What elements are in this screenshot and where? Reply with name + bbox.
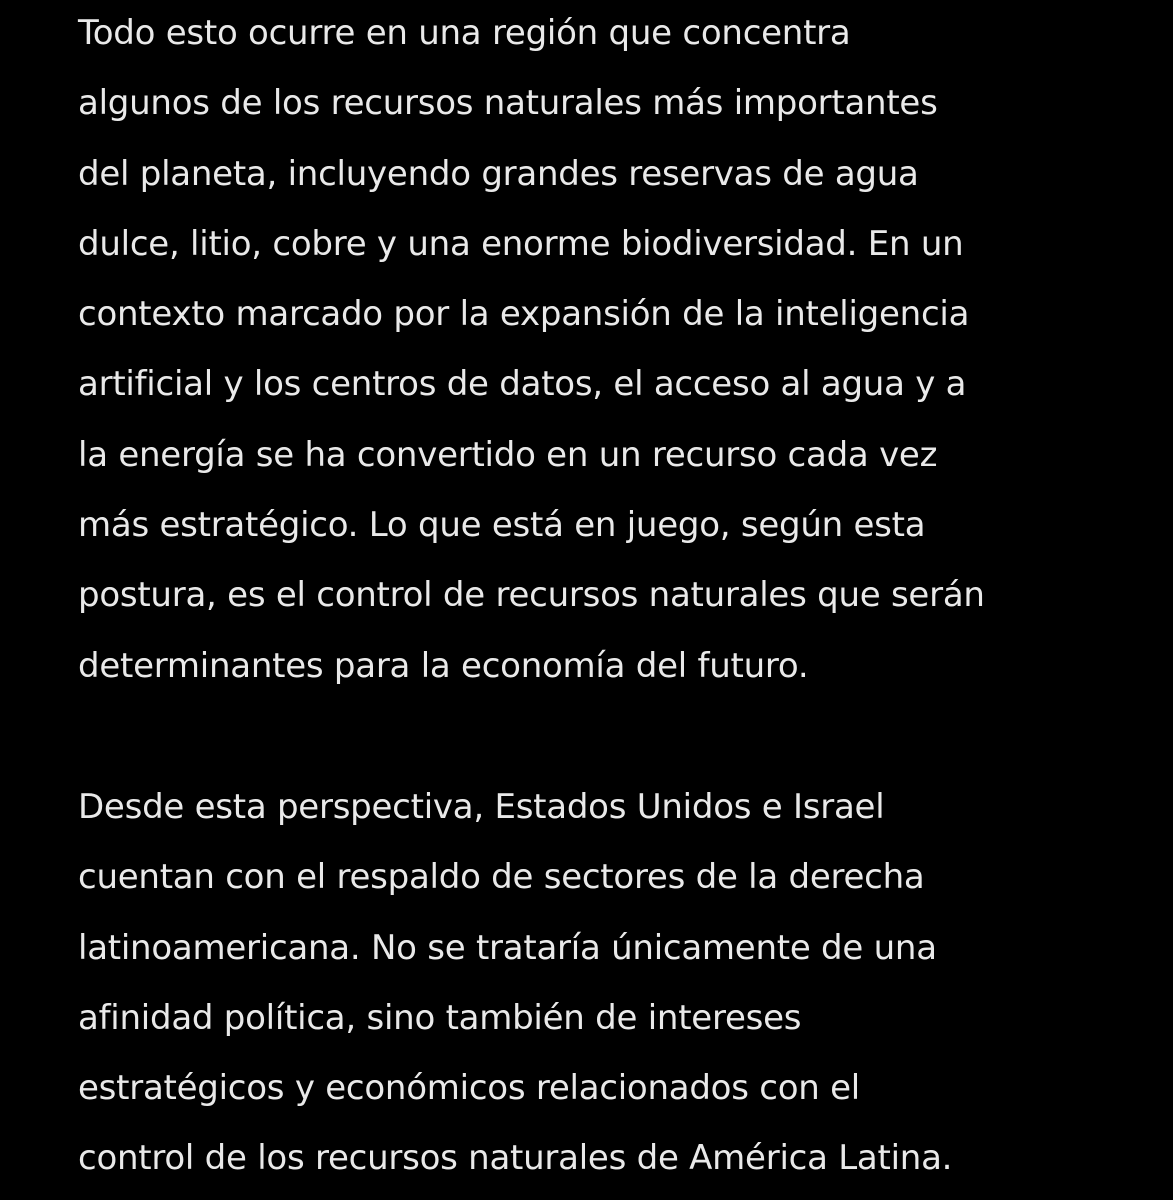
- paragraph-line: artificial y los centros de datos, el acceso al agua y a: [78, 364, 967, 405]
- paragraph-line: postura, es el control de recursos naturales que serán: [78, 575, 985, 616]
- paragraph-line: Todo esto ocurre en una región que concentra: [78, 13, 851, 53]
- paragraph-line: control de los recursos naturales de América Latina.: [78, 1138, 953, 1179]
- paragraph-line: Desde esta perspectiva, Estados Unidos e Israel: [78, 787, 885, 827]
- paragraph-line: del planeta, incluyendo grandes reservas de agua: [78, 153, 919, 194]
- paragraph-line: latinoamericana. No se trataría únicamente de una: [78, 927, 937, 968]
- paragraph-line: contexto marcado por la expansión de la inteligencia: [78, 294, 970, 335]
- paragraph-line: dulce, litio, cobre y una enorme biodiversidad. En un: [78, 223, 964, 264]
- paragraph-line: algunos de los recursos naturales más importantes: [78, 83, 938, 124]
- paragraph-line: cuentan con el respaldo de sectores de la derecha: [78, 857, 925, 898]
- paragraph-line: afinidad política, sino también de intereses: [78, 997, 802, 1038]
- paragraph-line: determinantes para la economía del futuro.: [78, 645, 809, 686]
- paragraph-line: estratégicos y económicos relacionados con el: [78, 1068, 860, 1109]
- paragraph-line: más estratégico. Lo que está en juego, según esta: [78, 505, 926, 546]
- paragraph-2: [78, 772, 1138, 1194]
- paragraph-line: la energía se ha convertido en un recurso cada vez: [78, 434, 938, 475]
- paragraph-1: [78, 0, 1138, 701]
